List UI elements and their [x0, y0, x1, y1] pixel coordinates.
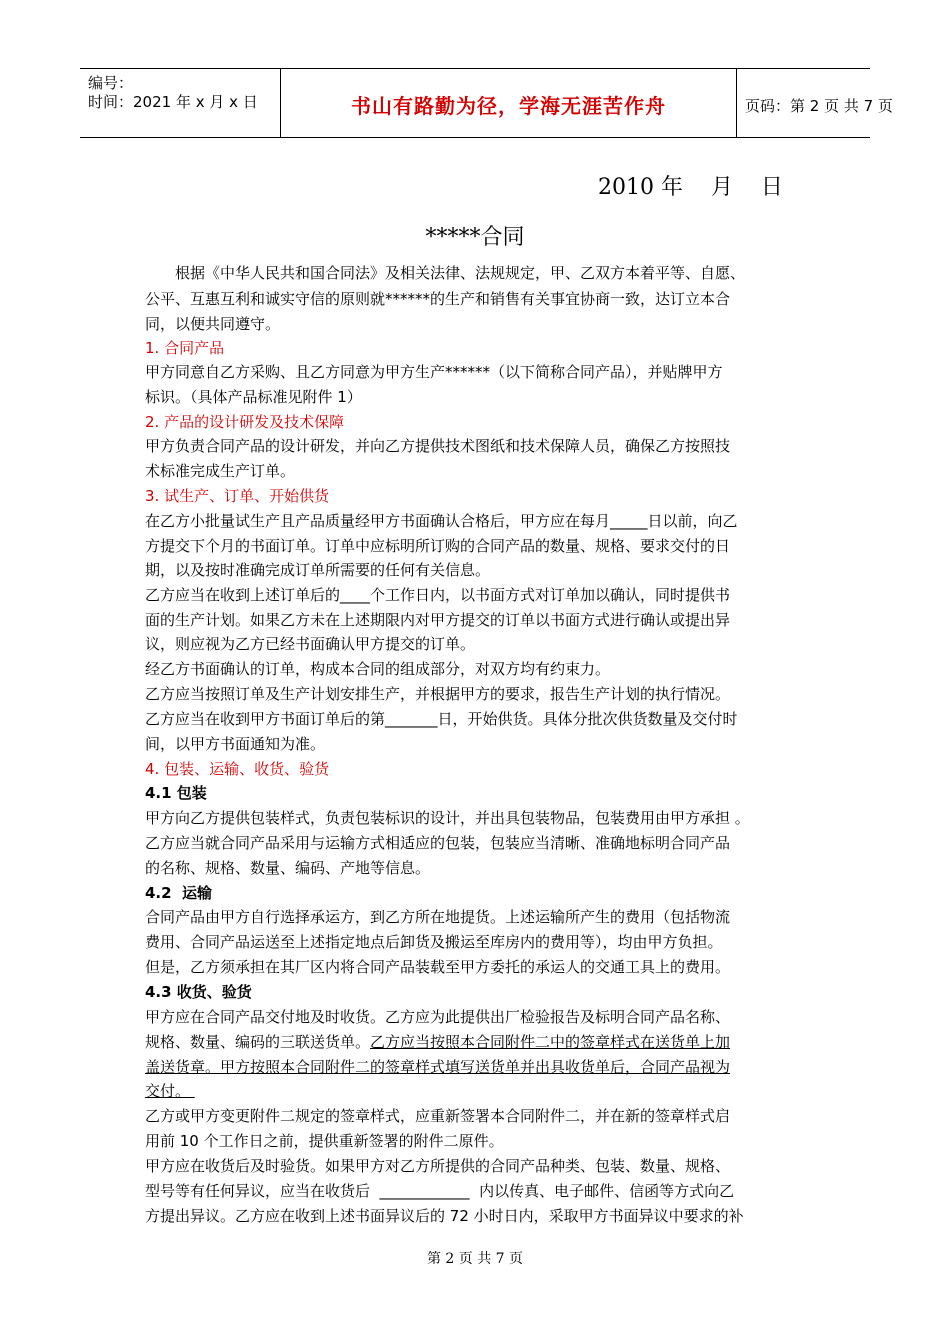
- page-number-label: 页码：第 2 页 共 7 页: [745, 97, 893, 115]
- subsection-heading: 4.2 运输: [145, 884, 213, 902]
- body-line: 乙方应当按照订单及生产计划安排生产，并根据甲方的要求，报告生产计划的执行情况。: [145, 685, 731, 703]
- subsection-heading: 4.3 收货、验货: [145, 983, 252, 1001]
- body-line: 术标准完成生产订单。: [145, 462, 296, 480]
- section-heading: 1. 合同产品: [145, 339, 225, 357]
- body-line: 面的生产计划。如果乙方未在上述期限内对甲方提交的订单以书面方式进行确认或提出异: [145, 611, 731, 629]
- body-line: 方提交下个月的书面订单。订单中应标明所订购的合同产品的数量、规格、要求交付的日: [145, 537, 731, 555]
- time-label: 时间：2021 年 x 月 x 日: [88, 93, 258, 111]
- body-line: 根据《中华人民共和国合同法》及相关法律、法规规定，甲、乙双方本着平等、自愿、: [175, 264, 746, 282]
- body-line: 间，以甲方书面通知为准。: [145, 735, 326, 753]
- body-line: 用前 10 个工作日之前，提供重新签署的附件二原件。: [145, 1132, 504, 1150]
- body-line: 标识。（具体产品标准见附件 1）: [145, 388, 362, 406]
- underlined-text: 乙方应当按照本合同附件二中的签章样式在送货单上加: [370, 1033, 731, 1051]
- header-motto: 书山有路勤为径，学海无涯苦作舟: [351, 94, 666, 118]
- number-label: 编号：: [88, 74, 134, 92]
- page-header: [80, 68, 893, 138]
- body-line: 乙方应当在收到甲方书面订单后的第_______日，开始供货。具体分批次供货数量及交付时: [145, 710, 738, 728]
- body-line: 乙方或甲方变更附件二规定的签章样式，应重新签署本合同附件二，并在新的签章样式启: [145, 1107, 731, 1125]
- body-line: 型号等有任何异议，应当在收货后 ____________ 内以传真、电子邮件、信函等方式向乙: [145, 1182, 735, 1200]
- body-line: 乙方应当就合同产品采用与运输方式相适应的包装，包装应当清晰、准确地标明合同产品: [145, 834, 731, 852]
- header-page-cell: [736, 69, 893, 137]
- body-line: 的名称、规格、数量、编码、产地等信息。: [145, 859, 431, 877]
- body-line: 甲方向乙方提供包装样式，负责包装标识的设计，并出具包装物品，包装费用由甲方承担 。: [145, 809, 750, 827]
- body-line: [145, 1031, 730, 1052]
- body-line: 方提出异议。乙方应在收到上述书面异议后的 72 小时日内，采取甲方书面异议中要求的补: [145, 1207, 744, 1225]
- body-line: 乙方应当在收到上述订单后的____个工作日内，以书面方式对订单加以确认，同时提供书: [145, 586, 731, 604]
- body-line: 甲方负责合同产品的设计研发，并向乙方提供技术图纸和技术保障人员，确保乙方按照技: [145, 437, 731, 455]
- header-motto-cell: [280, 69, 737, 137]
- body-line: 议，则应视为乙方已经书面确认甲方提交的订单。: [145, 635, 476, 653]
- body-line: 甲方同意自乙方采购、且乙方同意为甲方生产******（以下简称合同产品），并贴牌甲方: [145, 363, 723, 381]
- body-text: 规格、数量、编码的三联送货单。: [145, 1033, 371, 1051]
- subsection-heading: 4.1 包装: [145, 784, 207, 802]
- section-heading: 3. 试生产、订单、开始供货: [145, 487, 330, 505]
- body-line: 同，以便共同遵守。: [145, 315, 281, 333]
- body-line: 在乙方小批量试生产且产品质量经甲方书面确认合格后，甲方应在每月_____日以前，向乙: [145, 512, 738, 530]
- underlined-line: 盖送货章。甲方按照本合同附件二的签章样式填写送货单并出具收货单后，合同产品视为: [145, 1058, 731, 1076]
- body-line: 公平、互惠互利和诚实守信的原则就******的生产和销售有关事宜协商一致，达订立本合: [145, 290, 731, 308]
- body-line: 甲方应在收货后及时验货。如果甲方对乙方所提供的合同产品种类、包装、数量、规格、: [145, 1157, 731, 1175]
- header-info-cell: [80, 69, 280, 137]
- body-line: 期，以及按时准确完成订单所需要的任何有关信息。: [145, 561, 491, 579]
- section-heading: 2. 产品的设计研发及技术保障: [145, 413, 345, 431]
- page-footer: 第 2 页 共 7 页: [426, 1251, 524, 1267]
- contract-title: *****合同: [425, 225, 525, 250]
- underlined-line: 交付。: [145, 1082, 195, 1100]
- section-heading: 4. 包装、运输、收货、验货: [145, 760, 330, 778]
- body-line: 合同产品由甲方自行选择承运方，到乙方所在地提货。上述运输所产生的费用（包括物流: [145, 908, 731, 926]
- date-line: 2010 年 月 日: [598, 175, 783, 200]
- body-line: 甲方应在合同产品交付地及时收货。乙方应为此提供出厂检验报告及标明合同产品名称、: [145, 1008, 731, 1026]
- body-line: 经乙方书面确认的订单，构成本合同的组成部分，对双方均有约束力。: [145, 660, 611, 678]
- body-line: 费用、合同产品运送至上述指定地点后卸货及搬运至库房内的费用等），均由甲方负担。: [145, 933, 723, 951]
- body-line: 但是，乙方须承担在其厂区内将合同产品装载至甲方委托的承运人的交通工具上的费用。: [145, 958, 731, 976]
